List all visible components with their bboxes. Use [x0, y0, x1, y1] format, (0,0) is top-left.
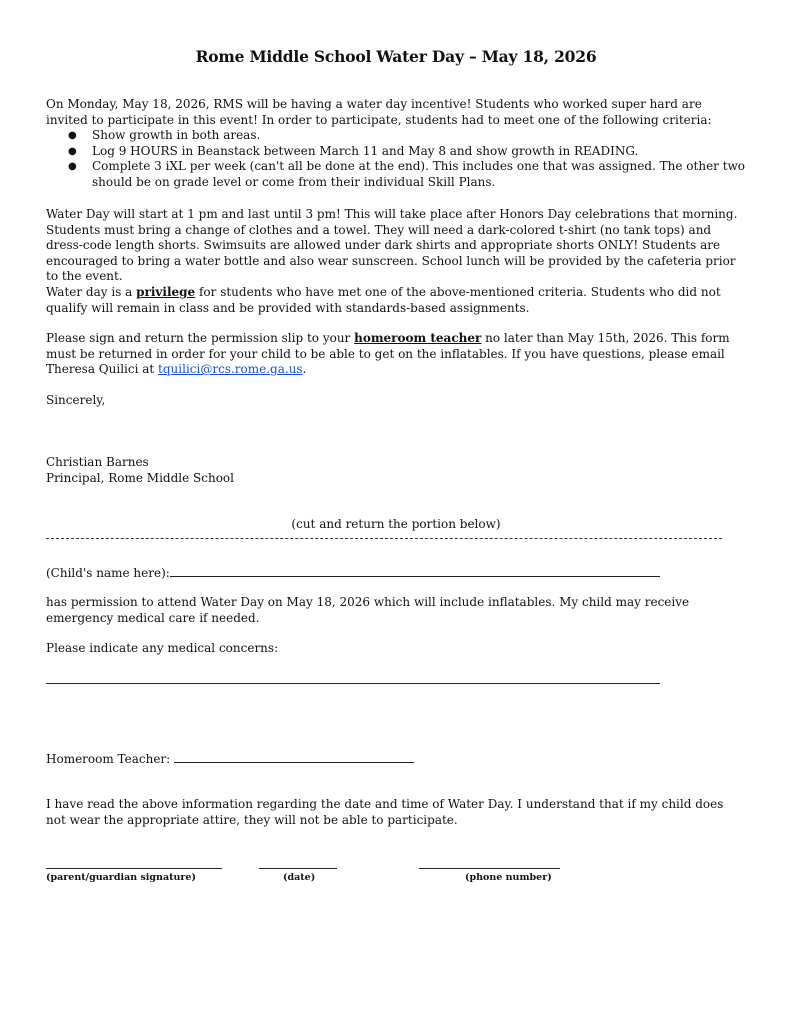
phone-number-label: (phone number)	[465, 872, 552, 883]
medical-concerns-label: Please indicate any medical concerns:	[46, 641, 279, 655]
privilege-text-end: for students who have met one of the above-mentioned criteria. Students who did not qualify will remain in class and be provided with standards-based assignments.	[46, 285, 721, 315]
cut-instruction: (cut and return the portion below)	[291, 517, 501, 531]
criteria-item: ● Log 9 HOURS in Beanstack between March 11 and May 8 and show growth in READING.	[46, 144, 746, 160]
date-label: (date)	[283, 872, 316, 883]
closing: Sincerely,	[46, 393, 106, 407]
date-field[interactable]	[259, 868, 337, 869]
homeroom-label: Homeroom Teacher:	[46, 752, 175, 766]
homeroom-teacher-emphasis: homeroom teacher	[354, 331, 482, 345]
email-link[interactable]: tquilici@rcs.rome.ga.us	[158, 362, 303, 376]
privilege-emphasis: privilege	[136, 285, 196, 299]
return-text-end: .	[302, 362, 307, 376]
document-title: Rome Middle School Water Day – May 18, 2026	[195, 47, 597, 66]
intro-section	[46, 97, 746, 190]
phone-number-field[interactable]	[419, 868, 560, 869]
cut-line	[46, 538, 722, 539]
homeroom-row	[46, 750, 746, 768]
parent-signature-field[interactable]	[46, 868, 222, 869]
return-text-middle: no later than May 15th, 2026. This form must be returned in order for your child to be able to get on the inflatables. If you have questions, please email Theresa Quilici at	[46, 331, 730, 376]
medical-concerns-field[interactable]	[46, 670, 660, 684]
child-name-field[interactable]	[170, 564, 660, 577]
signer-name: Christian Barnes	[46, 455, 149, 469]
criteria-list	[46, 128, 746, 190]
child-name-row	[46, 564, 746, 582]
child-name-label: (Child's name here):	[46, 566, 170, 580]
criteria-item: ● Show growth in both areas.	[46, 128, 746, 144]
time-paragraph: Water Day will start at 1 pm and last until 3 pm! This will take place after Honors Day celebrations that morning. Students must bring a change of clothes and a towel. They will need a dark-colored t-shirt (no tank tops) and dress-code length shorts. Swimsuits are allowed under dark shirts and appropriate shorts ONLY! Students are encouraged to bring a water bottle and also wear sunscreen. School lunch will be provided by the cafeteria prior to the event.	[46, 207, 738, 283]
homeroom-teacher-field[interactable]	[174, 750, 414, 763]
permission-statement: has permission to attend Water Day on May 18, 2026 which will include inflatables. My child may receive emergency medical care if needed.	[46, 595, 690, 625]
criteria-item: ● Complete 3 iXL per week (can't all be done at the end). This includes one that was assigned. The other two should be on grade level or come from their individual Skill Plans.	[46, 159, 746, 190]
return-text-start: Please sign and return the permission slip to your	[46, 331, 355, 345]
acknowledgement-statement: I have read the above information regarding the date and time of Water Day. I understand that if my child does not wear the appropriate attire, they will not be able to participate.	[46, 797, 724, 827]
signer-title: Principal, Rome Middle School	[46, 471, 234, 485]
return-paragraph	[46, 331, 746, 378]
privilege-paragraph	[46, 285, 746, 316]
intro-paragraph: On Monday, May 18, 2026, RMS will be having a water day incentive! Students who worked super hard are invited to participate in this event! In order to participate, students had to meet one of the following criteria:	[46, 97, 712, 127]
parent-signature-label: (parent/guardian signature)	[46, 872, 196, 883]
privilege-text-start: Water day is a	[46, 285, 137, 299]
